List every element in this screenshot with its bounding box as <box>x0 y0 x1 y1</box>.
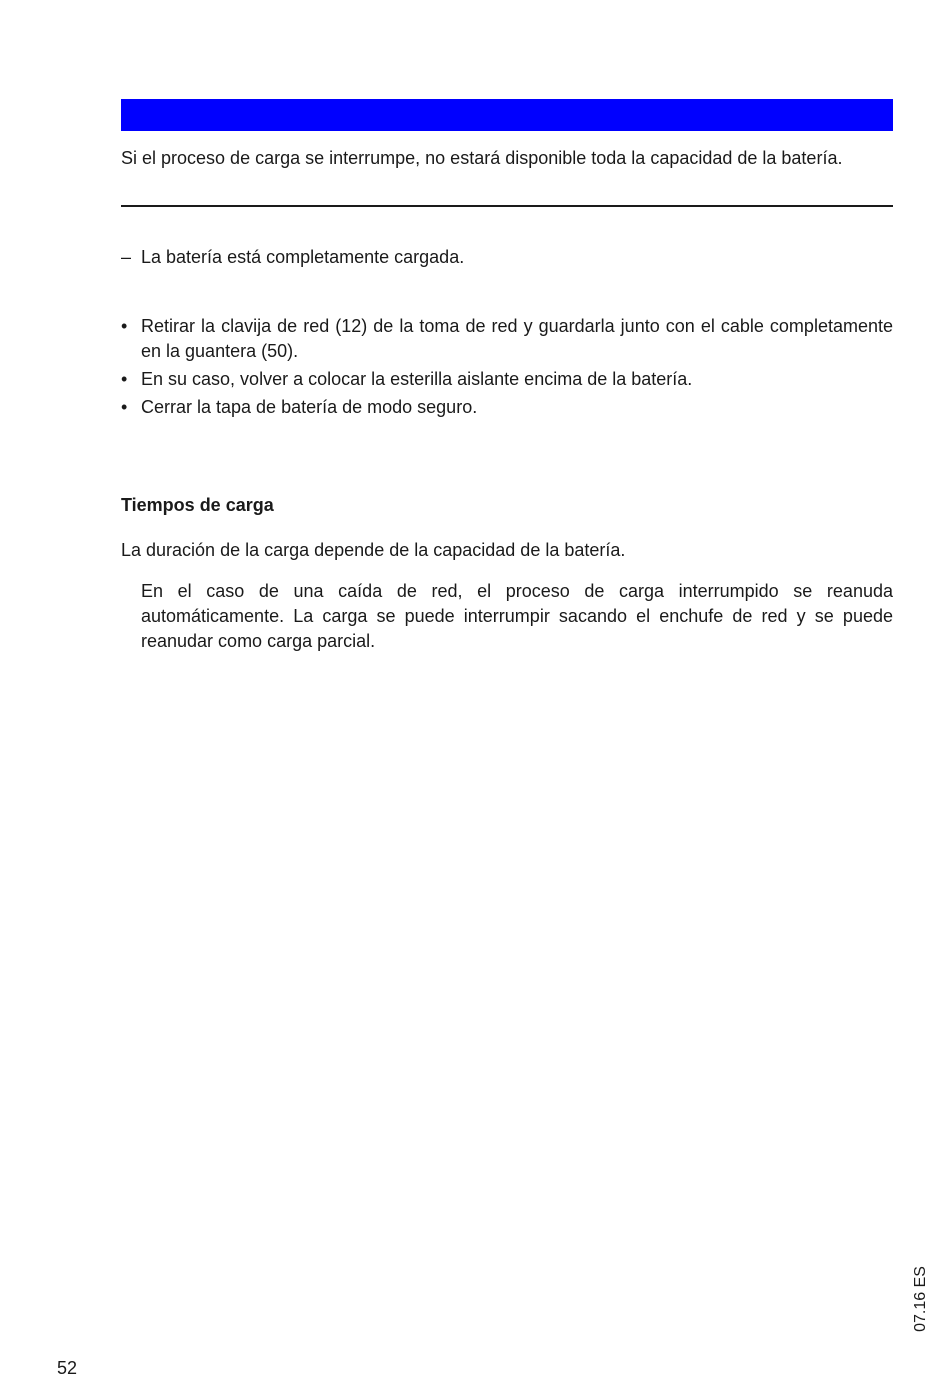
result-dash: – <box>121 247 132 267</box>
step-text: Cerrar la tapa de batería de modo seguro. <box>141 397 478 417</box>
step-item <box>121 367 893 392</box>
result-line <box>121 245 893 270</box>
bullet: • <box>121 397 128 417</box>
section-intro: La duración de la carga depende de la capacidad de la batería. <box>121 540 626 560</box>
notice-text: Si el proceso de carga se interrumpe, no estará disponible toda la capacidad de la batería. <box>121 148 843 168</box>
edition-text: 07.16 ES <box>912 1266 929 1332</box>
edition-label <box>910 1264 932 1334</box>
step-text: Retirar la clavija de red (12) de la toma de red y guardarla junto con el cable completamente en la guantera (50). <box>141 316 893 361</box>
result-text: La batería está completamente cargada. <box>141 247 465 267</box>
bullet: • <box>121 316 128 336</box>
step-item <box>121 314 893 364</box>
step-item <box>121 395 893 420</box>
steps-list <box>121 314 893 423</box>
notice-divider <box>121 205 893 207</box>
step-text: En su caso, volver a colocar la esterilla aislante encima de la batería. <box>141 369 693 389</box>
bullet: • <box>121 369 128 389</box>
notice-bar <box>121 99 893 131</box>
section-heading: Tiempos de carga <box>121 495 274 515</box>
page-number: 52 <box>57 1358 78 1378</box>
section-note: En el caso de una caída de red, el proceso de carga interrumpido se reanuda automáticamente. La carga se puede interrumpir sacando el enchufe de red y se puede reanudar como carga parcial. <box>141 581 893 651</box>
